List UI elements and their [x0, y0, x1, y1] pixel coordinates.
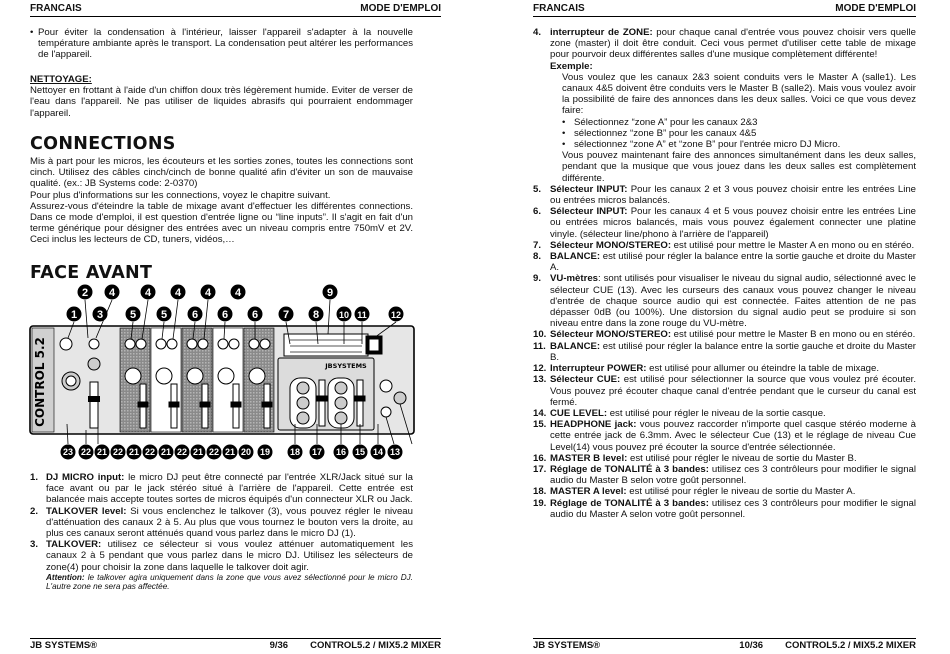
svg-text:6: 6 [221, 309, 229, 321]
svg-text:20: 20 [240, 447, 252, 457]
front-items-left [30, 472, 413, 592]
footer-product: CONTROL5.2 / MIX5.2 MIXER [785, 640, 916, 651]
svg-text:21: 21 [128, 447, 140, 457]
svg-text:3: 3 [96, 309, 104, 321]
footer-page-number: 10/36 [739, 640, 764, 651]
svg-text:9: 9 [326, 287, 334, 299]
model-label: CONTROL 5.2 [33, 337, 47, 427]
footer-product: CONTROL5.2 / MIX5.2 MIXER [310, 640, 441, 651]
svg-text:2: 2 [81, 287, 89, 299]
right-page [475, 0, 950, 654]
svg-text:21: 21 [96, 447, 108, 457]
right-footer [533, 638, 916, 651]
list-item: 7. Sélecteur MONO/STEREO: est utilisé pour mettre le Master A en mono ou en stéréo. [533, 239, 915, 251]
cleaning-text: Nettoyer en frottant à l'aide d'un chiffon doux très légèrement humide. Eviter de verser de l'eau dans l'appareil. Ne pas utiliser de liquides abrasifs qui pourraient endommager l'appareil. [30, 85, 413, 119]
cleaning-title: NETTOYAGE: [30, 74, 92, 85]
connections-section [30, 156, 413, 246]
connections-p1: Mis à part pour les micros, les écouteurs et les sorties zones, toutes les connections sont cinch. Utilisez des câbles cinch/cinch de bonne qualité afin d'éviter un son de mauvaise qualité. (ex.: JB Systems code: 2-0370) [30, 156, 413, 190]
list-item: 18. MASTER A level: est utilisé pour régler le niveau de sortie du Master A. [533, 486, 856, 498]
svg-text:13: 13 [389, 447, 401, 457]
left-footer [30, 638, 441, 651]
svg-text:5: 5 [129, 309, 137, 321]
svg-text:19: 19 [259, 447, 271, 457]
footer-brand: JB SYSTEMS® [533, 640, 601, 651]
footer-page-number: 9/36 [269, 640, 289, 651]
list-item: 1. DJ MICRO input: le micro DJ peut être connecté par l'entrée XLR/Jack situé sur la face avant ou par le jack stéréo situé à l'arrière de l'appareil. Cette entrée est balancée mais accepte toutes sortes de micros équipés d'un connecteur XLR ou Jack. [30, 472, 413, 506]
example-bullet: • Sélectionnez “zone A” pour les canaux 2&3 [562, 116, 758, 128]
svg-text:22: 22 [112, 447, 124, 457]
top-callouts [67, 285, 404, 322]
example-title: Exemple: [550, 60, 593, 72]
list-item: 19. Réglage de TONALITÉ à 3 bandes: utilisez ces 3 contrôleurs pour modifier le signal audio du Master A selon votre goût personnel. [533, 497, 916, 520]
list-item: 11. BALANCE: est utilisé pour régler la balance entre la sortie gauche et droite du Master B. [533, 340, 916, 363]
list-item: 13. Sélecteur CUE: est utilisé pour sélectionner la source que vous voulez pré écouter. Vous pouvez pré écouter chaque canal d'entrée pendant que le curseur du canal est fermé. [533, 374, 916, 408]
cleaning-section [30, 74, 413, 119]
list-item: 10. Sélecteur MONO/STEREO: est utilisé pour mettre le Master B en mono ou en stéréo. [533, 329, 916, 341]
list-item: 16. MASTER B level: est utilisé pour régler le niveau de sortie du Master B. [533, 452, 857, 464]
svg-text:16: 16 [335, 447, 347, 457]
svg-text:6: 6 [191, 309, 199, 321]
condensation-bullet: • Pour éviter la condensation à l'intérieur, laisser l'appareil s'adapter à la nouvelle température ambiante après le transport. La condensation peut altérer les performances de l'appareil. [30, 27, 413, 61]
example-bullet: • sélectionnez “zone A” et “zone B” pour l'entrée micro DJ Micro. [562, 139, 841, 151]
list-item: 14. CUE LEVEL: est utilisé pour régler le niveau de la sortie casque. [533, 407, 826, 419]
svg-text:21: 21 [160, 447, 172, 457]
footer-brand: JB SYSTEMS® [30, 640, 98, 651]
svg-text:22: 22 [176, 447, 188, 457]
list-item: 2. TALKOVER level: Si vous enclenchez le talkover (3), vous pouvez régler le niveau d'atténuation des canaux 2 à 5. Au plus que vous tournez le bouton vers la droite, au plus ces canaux seront atténués quand vous parlez dans le micro DJ (1). [30, 505, 413, 540]
brand-label: JBSYSTEMS [325, 362, 367, 370]
svg-text:23: 23 [62, 447, 74, 457]
svg-text:4: 4 [204, 287, 212, 299]
connections-p3: Assurez-vous d'éteindre la table de mixage avant d'effectuer les différentes connections. Dans ce mode d'emploi, il est question d'entrée ligne ou “line inputs”. Il s'agit en fait d'un terme générique pour désigner des entrées avec un niveau compris entre 750mV et 2V. Ceci inclus les lecteurs de CD, tuners, vidéos,… [30, 200, 413, 246]
svg-text:15: 15 [354, 447, 366, 457]
header-title: MODE D'EMPLOI [835, 3, 916, 14]
svg-text:14: 14 [372, 447, 384, 457]
list-item: 12. Interrupteur POWER: est utilisé pour allumer ou éteindre la table de mixage. [533, 363, 879, 375]
bullet-text: Pour éviter la condensation à l'intérieur, laisser l'appareil s'adapter à la nouvelle température ambiante après le transport. La condensation peut altérer les performances de l'appareil. [38, 27, 413, 61]
svg-text:22: 22 [80, 447, 92, 457]
list-item: 15. HEADPHONE jack: vous pouvez raccorder n'importe quel casque stéréo moderne à cette entrée jack de 6.3mm. Avec le sélecteur Cue (13) et le réglage de niveau Cue Level(14) vous pouvez pré écouter la source d'entrée sélectionnée. [533, 419, 916, 453]
svg-text:4: 4 [174, 287, 182, 299]
svg-text:18: 18 [289, 447, 301, 457]
example-bullet: • sélectionnez “zone B” pour les canaux 4&5 [562, 127, 757, 139]
list-item: 9. VU-mètres: sont utilisés pour visualiser le niveau du signal audio, sélectionné avec le sélecteur CUE (13). Avec les curseurs des canaux vous pouvez changer le niveau d'entrée de chaque source audio qui est connectée. Faites attention de ne pas dépasser 0dB (ou 100%). Une distorsion du signal audio peut se produire si son niveau entre dans la zone rouge du VU-mètre. [533, 273, 916, 330]
list-item: 4. interrupteur de ZONE: pour chaque canal d'entrée vous pouvez choisir vers quelle zone (master) il doit être conduit. Ceci vous permet d'utiliser cette table de mixage pour pourvoir deux différentes salles d'une musique complètement différente! [533, 27, 916, 61]
svg-text:17: 17 [311, 447, 323, 457]
svg-text:21: 21 [192, 447, 204, 457]
example-end: Vous pouvez maintenant faire des annonces simultanément dans les deux salles, pendant que la musique que vous jouez dans les deux salles est complètement différente. [562, 150, 916, 184]
right-header [533, 3, 916, 17]
list-item: 17. Réglage de TONALITÉ à 3 bandes: utilisez ces 3 contrôleurs pour modifier le signal audio du Master B selon votre goût personnel. [533, 463, 916, 487]
svg-text:6: 6 [251, 309, 259, 321]
left-header [30, 3, 441, 17]
svg-text:21: 21 [224, 447, 236, 457]
svg-text:10: 10 [338, 310, 350, 320]
example-text: Vous voulez que les canaux 2&3 soient conduits vers le Master A (salle1). Les canaux 4&5 doivent être conduits vers le Master B (salle2). Mais vous voulez avoir la possibilité de faire des annonces dans les deux salles. Voici ce que vous devez faire: [562, 71, 916, 117]
attention-note: Attention: le talkover agira uniquement dans la zone que vous avez sélectionné pour le micro DJ. L'autre zone ne sera pas affectée. [46, 572, 413, 592]
svg-text:22: 22 [144, 447, 156, 457]
connections-title: CONNECTIONS [30, 134, 176, 154]
connections-p2: Pour plus d'informations sur les connections, voyez le chapitre suivant. [30, 189, 331, 201]
list-item: 5. Sélecteur INPUT: Pour les canaux 2 et 3 vous pouvez choisir entre les entrées Line ou entrées micros balancés. [533, 183, 916, 207]
svg-text:4: 4 [108, 287, 116, 299]
header-language: FRANCAIS [533, 3, 585, 14]
header-language: FRANCAIS [30, 3, 82, 14]
svg-text:11: 11 [357, 310, 367, 320]
list-item: 8. BALANCE: est utilisé pour régler la balance entre la sortie gauche et droite du Master A. [533, 251, 916, 274]
list-item: 6. Sélecteur INPUT: Pour les canaux 4 et 5 vous pouvez choisir entre les entrées Line ou entrées micros balancés, mais vous pouvez également connecter une platine vinyle. (sélecteur line/phono à l'arrière de l'appareil) [533, 206, 916, 240]
svg-text:22: 22 [208, 447, 220, 457]
front-panel-diagram [28, 284, 416, 464]
front-items-right [533, 27, 916, 520]
header-title: MODE D'EMPLOI [360, 3, 441, 14]
svg-text:8: 8 [312, 309, 320, 321]
svg-text:12: 12 [390, 310, 402, 320]
svg-text:7: 7 [282, 309, 290, 321]
bottom-callouts [61, 445, 403, 460]
list-item: 3. TALKOVER: utilisez ce sélecteur si vous voulez atténuer automatiquement les canaux 2 à 5 pendant que vous parlez dans le micro DJ. Utilisez les sélecteurs de zone(4) pour choisir la zone dans laquelle le talkover doit agir. [30, 539, 413, 573]
svg-text:4: 4 [234, 287, 242, 299]
svg-text:1: 1 [70, 309, 78, 321]
face-avant-title: FACE AVANT [30, 263, 153, 283]
svg-text:5: 5 [160, 309, 168, 321]
svg-text:4: 4 [144, 287, 152, 299]
